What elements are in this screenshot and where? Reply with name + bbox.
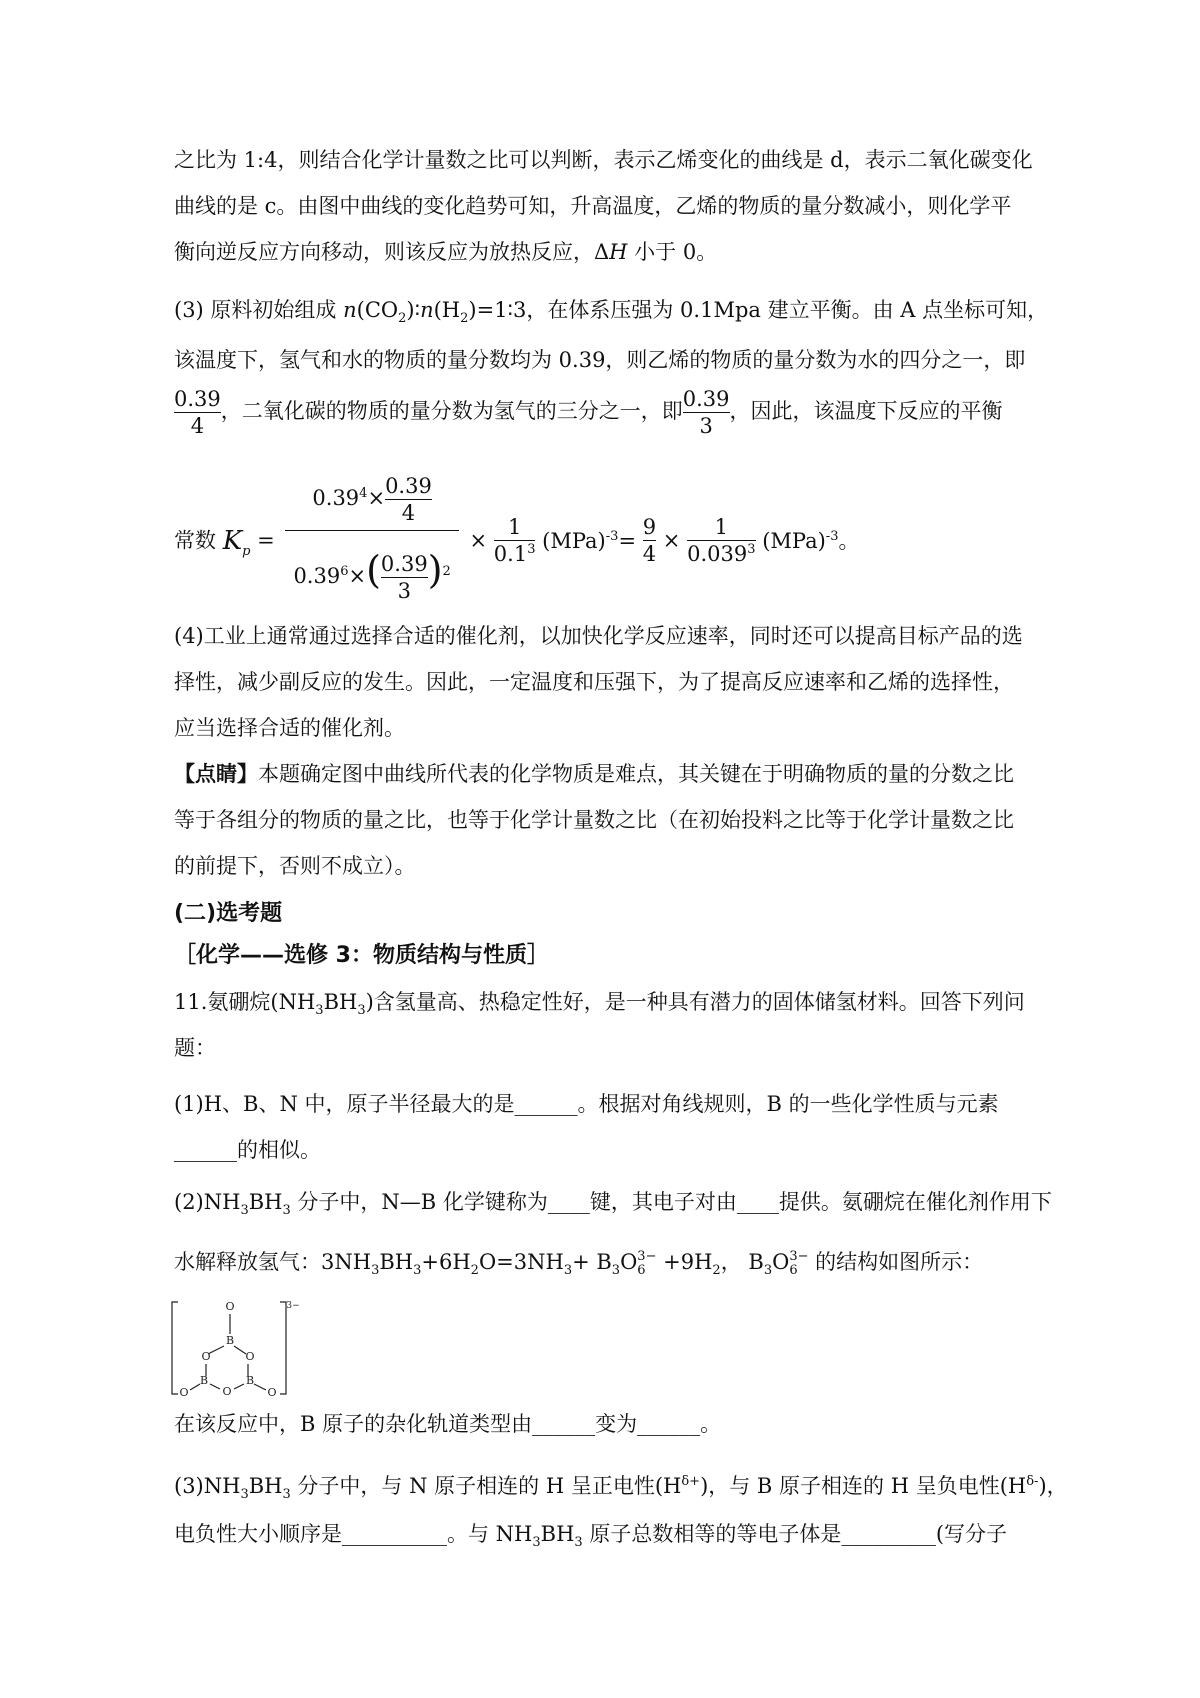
q2-line-2: 水解释放氢气：$3NH_3BH_3+6H_2O=3NH_3+ B_3O$ 3− 6 $+9H_2$， $B_3O$ 3− 6 的结构如图所示： (174, 1248, 984, 1279)
q3-line-1: $(3)NH_3BH_3$ 分子中，与 N 原子相连的 H 呈正电性$(H^{\delta+})$，与 B 原子相连的 H 呈负电性$(H^{\delta-})$， (174, 1474, 1068, 1503)
kp-main-fraction: $0.39^4\times$ $\frac{0.39}{4}$ $0.39^6\times$( $\frac{0.39}{3}$ )$^2$ (285, 466, 458, 615)
fraction-co2: $\frac{0.39}{3}$ (682, 387, 730, 438)
section-heading: (二)选考题 (174, 901, 283, 926)
para-1-line-1: 之比为 1:4，则结合化学计量数之比可以判断，表示乙烯变化的曲线是 d，表示二氧化碳变化 (174, 148, 1033, 172)
q3-line-2: 电负性大小顺序是__________。与 $NH_3BH_3$ 原子总数相等的等电子体是_________(写分子 (174, 1522, 1008, 1551)
q11-line-1: 11.氨硼烷$(NH_3BH_3)$含氢量高、热稳定性好，是一种具有潜力的固体储氢材料。回答下列问 (174, 990, 1025, 1019)
o-atom-ring-bottom: O (222, 1385, 232, 1398)
para-3-line-3: $\frac{0.39}{4}$ ，二氧化碳的物质的量分数为氢气的三分之一，即 $\frac{0.39}{3}$ ，因此，该温度下反应的平衡 (174, 387, 1003, 438)
o-atom-ring-left: O (201, 1350, 211, 1363)
ion-charge: 3− (286, 1301, 300, 1311)
o-atom-top: O (225, 1300, 235, 1313)
para-4-line-2: 择性，减少副反应的发生。因此，一定温度和压强下，为了提高反应速率和乙烯的选择性， (174, 670, 1014, 694)
o-atom-ring-right: O (245, 1350, 255, 1363)
note-line-2: 等于各组分的物质的量之比，也等于化学计量数之比（在初始投料之比等于化学计量数之比 (174, 808, 1014, 832)
q2-line-3: 在该反应中，B 原子的杂化轨道类型由______变为______。 (174, 1412, 722, 1436)
kp-formula: 常数 $K_p$ = $0.39^4\times$ $\frac{0.39}{4}$ $0.39^6\times$( $\frac{0.39}{3}$ )$^2$ × $\frac{1}{0.1^3}$ (MPa)$^{-3}$= $\frac{9}{4}$ × $\frac{1}{0.039^3}$ (MPa)$^{-3}$。 (174, 466, 859, 576)
subsection-heading: ［化学——选修 3：物质结构与性质］ (174, 943, 549, 968)
b-atom-left: B (199, 1374, 209, 1387)
note-line-3: 的前提下，否则不成立）。 (174, 854, 416, 878)
para-1-line-3: 衡向逆反应方向移动，则该反应为放热反应，ΔH 小于 0。 (174, 240, 718, 264)
para-3-line-1: (3) 原料初始组成 $n(CO_2)∶n(H_2)=1∶3$，在体系压强为 0.1Mpa 建立平衡。由 A 点坐标可知， (174, 298, 1049, 327)
fraction-ethylene: $\frac{0.39}{4}$ (174, 387, 221, 438)
borate-ring-structure (170, 1296, 300, 1400)
q11-line-2: 题： (174, 1036, 216, 1060)
o-atom-right: O (267, 1386, 277, 1399)
para-1-line-2: 曲线的是 c。由图中曲线的变化趋势可知，升高温度，乙烯的物质的量分数减小，则化学平 (174, 194, 1012, 218)
note-line-1: 【点睛】本题确定图中曲线所代表的化学物质是难点，其关键在于明确物质的量的分数之比 (174, 761, 1014, 786)
para-3-line-2: 该温度下，氢气和水的物质的量分数均为 0.39，则乙烯的物质的量分数为水的四分之一，即 (174, 348, 1026, 372)
para-4-line-3: 应当选择合适的催化剂。 (174, 716, 405, 740)
b-atom-top: B (225, 1334, 235, 1347)
o-atom-left: O (179, 1386, 189, 1399)
b-atom-right: B (245, 1374, 255, 1387)
q1-line-1: (1)H、B、N 中，原子半径最大的是______。根据对角线规则，B 的一些化学性质与元素 (174, 1092, 999, 1116)
para-4-line-1: (4)工业上通常通过选择合适的催化剂，以加快化学反应速率，同时还可以提高目标产品的选 (174, 624, 1023, 648)
q2-line-1: $(2)NH_3BH_3$ 分子中，N—B 化学键称为____键，其电子对由____提供。氨硼烷在催化剂作用下 (174, 1190, 1052, 1219)
q1-line-2: ______的相似。 (174, 1138, 321, 1162)
